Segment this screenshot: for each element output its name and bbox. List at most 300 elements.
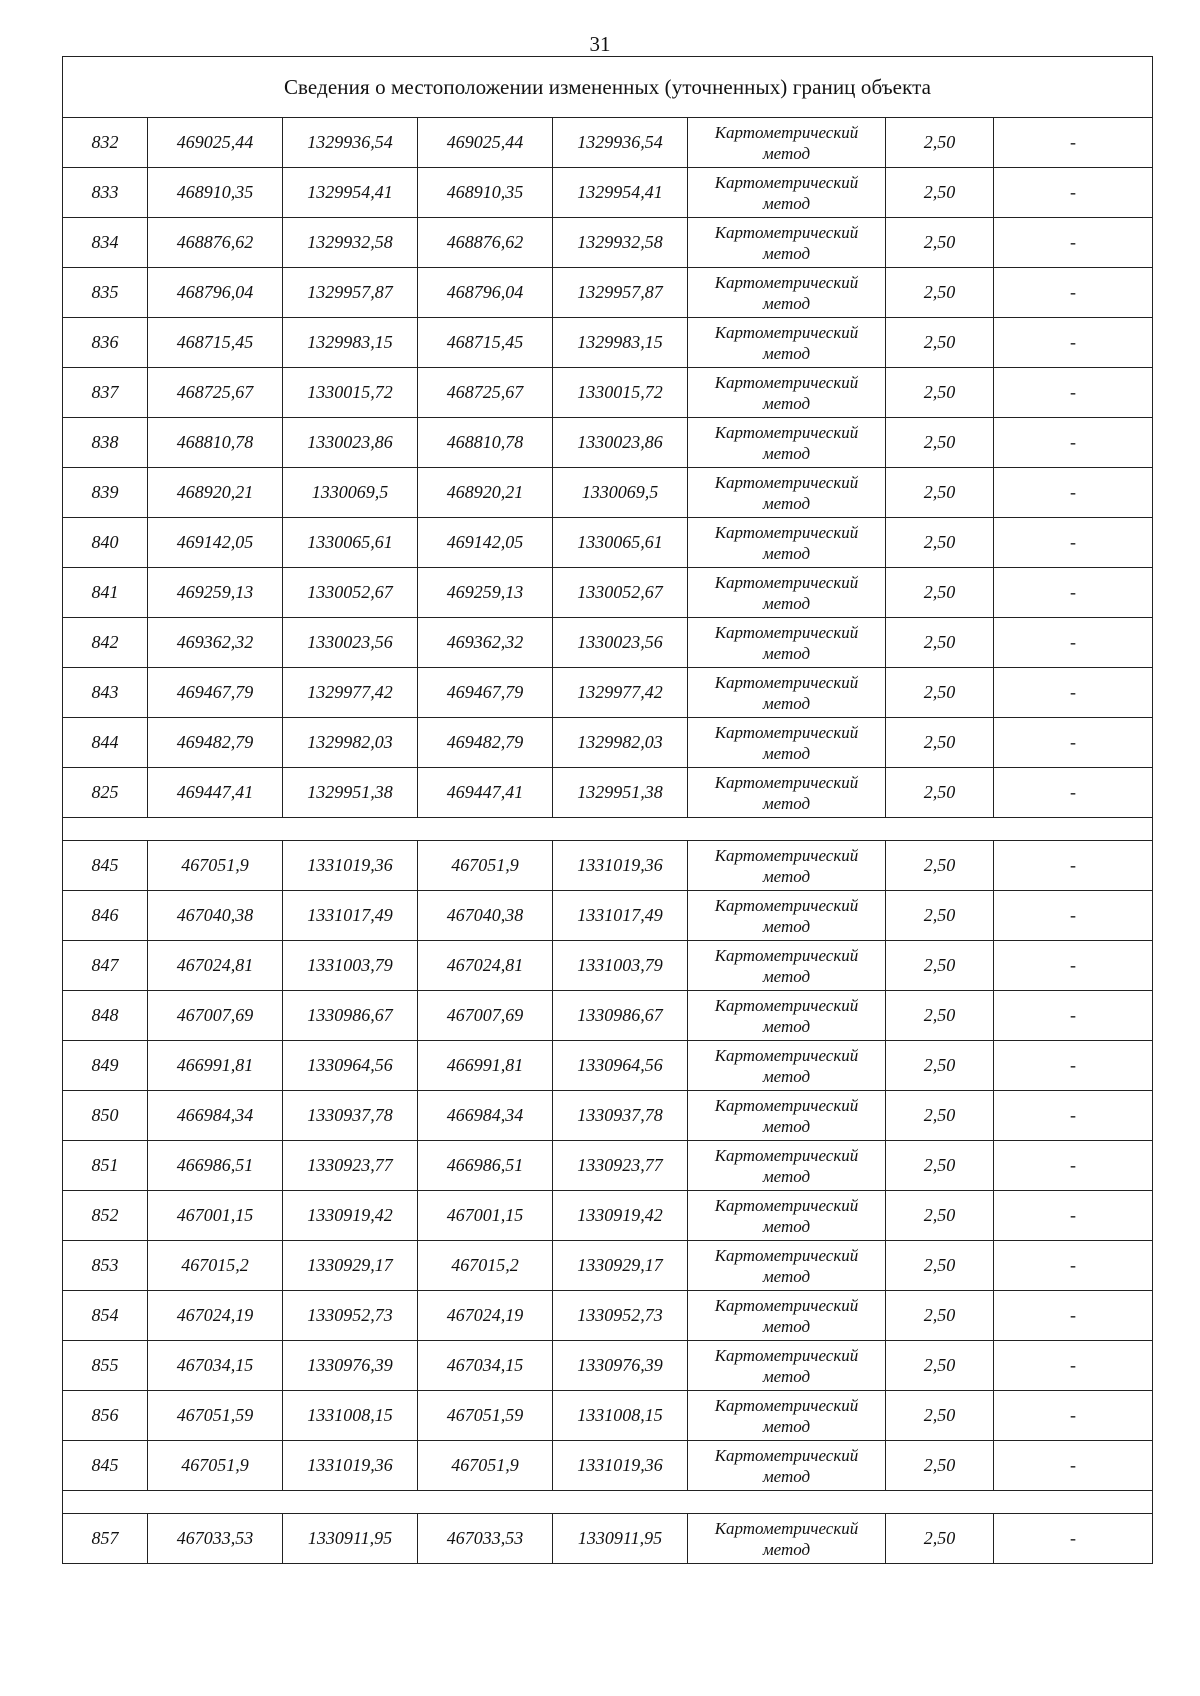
method-cell [688, 891, 886, 941]
method-label-line1: Картометрический [714, 945, 859, 965]
method-label-line1: Картометрический [714, 995, 859, 1015]
existing-x-cell: 469482,79 [148, 718, 283, 768]
precision-cell: 2,50 [886, 1391, 994, 1441]
refined-y-cell: 1329951,38 [553, 768, 688, 818]
method-label-line1: Картометрический [714, 522, 859, 542]
contour-separator-row [63, 818, 1153, 841]
refined-x-cell: 467015,2 [418, 1241, 553, 1291]
refined-y-cell: 1329954,41 [553, 168, 688, 218]
refined-x-cell: 467051,9 [418, 1441, 553, 1491]
refined-y-cell: 1330929,17 [553, 1241, 688, 1291]
table-body [63, 57, 1153, 1564]
precision-cell: 2,50 [886, 941, 994, 991]
point-number-cell: 834 [63, 218, 148, 268]
note-cell: - [994, 668, 1153, 718]
existing-x-cell: 466984,34 [148, 1091, 283, 1141]
contour-separator-row [63, 1491, 1153, 1514]
method-label-line1: Картометрический [714, 722, 859, 742]
precision-cell: 2,50 [886, 368, 994, 418]
existing-y-cell: 1330023,56 [283, 618, 418, 668]
table-row [63, 941, 1153, 991]
refined-x-cell: 469142,05 [418, 518, 553, 568]
refined-x-cell: 467040,38 [418, 891, 553, 941]
refined-y-cell: 1330919,42 [553, 1191, 688, 1241]
method-label-line1: Картометрический [714, 422, 859, 442]
point-number-cell: 840 [63, 518, 148, 568]
method-cell [688, 718, 886, 768]
precision-cell: 2,50 [886, 718, 994, 768]
precision-cell: 2,50 [886, 891, 994, 941]
note-cell: - [994, 841, 1153, 891]
point-number-cell: 844 [63, 718, 148, 768]
existing-y-cell: 1330986,67 [283, 991, 418, 1041]
refined-y-cell: 1330923,77 [553, 1141, 688, 1191]
precision-cell: 2,50 [886, 991, 994, 1041]
note-cell: - [994, 118, 1153, 168]
method-label-line2: метод [762, 643, 811, 663]
method-cell [688, 418, 886, 468]
method-label-line2: метод [762, 1416, 811, 1436]
existing-x-cell: 469467,79 [148, 668, 283, 718]
table-title: Сведения о местоположении измененных (уточненных) границ объекта [63, 57, 1153, 118]
table-row [63, 518, 1153, 568]
precision-cell: 2,50 [886, 1041, 994, 1091]
refined-y-cell: 1330015,72 [553, 368, 688, 418]
note-cell: - [994, 1241, 1153, 1291]
table-row [63, 368, 1153, 418]
precision-cell: 2,50 [886, 768, 994, 818]
method-cell [688, 1091, 886, 1141]
method-label-line1: Картометрический [714, 1345, 859, 1365]
method-label-line2: метод [762, 443, 811, 463]
point-number-cell: 856 [63, 1391, 148, 1441]
method-cell [688, 168, 886, 218]
note-cell: - [994, 518, 1153, 568]
precision-cell: 2,50 [886, 568, 994, 618]
table-row [63, 891, 1153, 941]
method-label-line2: метод [762, 143, 811, 163]
boundary-points-table [62, 56, 1153, 1564]
existing-y-cell: 1329977,42 [283, 668, 418, 718]
point-number-cell: 854 [63, 1291, 148, 1341]
existing-y-cell: 1329936,54 [283, 118, 418, 168]
refined-y-cell: 1330023,56 [553, 618, 688, 668]
existing-y-cell: 1329951,38 [283, 768, 418, 818]
existing-x-cell: 467024,19 [148, 1291, 283, 1341]
refined-x-cell: 466986,51 [418, 1141, 553, 1191]
existing-y-cell: 1330052,67 [283, 568, 418, 618]
refined-x-cell: 469362,32 [418, 618, 553, 668]
refined-y-cell: 1330964,56 [553, 1041, 688, 1091]
method-cell [688, 991, 886, 1041]
note-cell: - [994, 991, 1153, 1041]
table-row [63, 1341, 1153, 1391]
precision-cell: 2,50 [886, 1241, 994, 1291]
existing-x-cell: 467034,15 [148, 1341, 283, 1391]
table-title-row [63, 57, 1153, 118]
method-label-line2: метод [762, 543, 811, 563]
existing-y-cell: 1330929,17 [283, 1241, 418, 1291]
note-cell: - [994, 618, 1153, 668]
method-label-line2: метод [762, 916, 811, 936]
page-number: 31 [589, 32, 611, 56]
refined-x-cell: 468796,04 [418, 268, 553, 318]
note-cell: - [994, 468, 1153, 518]
existing-x-cell: 468725,67 [148, 368, 283, 418]
table-row [63, 1291, 1153, 1341]
existing-x-cell: 467051,59 [148, 1391, 283, 1441]
note-cell: - [994, 368, 1153, 418]
method-cell [688, 1341, 886, 1391]
method-label-line2: метод [762, 966, 811, 986]
precision-cell: 2,50 [886, 418, 994, 468]
method-cell [688, 368, 886, 418]
existing-y-cell: 1330952,73 [283, 1291, 418, 1341]
existing-x-cell: 466991,81 [148, 1041, 283, 1091]
table-row [63, 268, 1153, 318]
method-label-line2: метод [762, 1539, 811, 1559]
precision-cell: 2,50 [886, 1091, 994, 1141]
method-label-line2: метод [762, 693, 811, 713]
method-label-line1: Картометрический [714, 1095, 859, 1115]
existing-x-cell: 467033,53 [148, 1514, 283, 1564]
table-row [63, 1091, 1153, 1141]
note-cell: - [994, 1141, 1153, 1191]
method-label-line1: Картометрический [714, 172, 859, 192]
existing-x-cell: 467015,2 [148, 1241, 283, 1291]
point-number-cell: 857 [63, 1514, 148, 1564]
refined-x-cell: 468910,35 [418, 168, 553, 218]
point-number-cell: 855 [63, 1341, 148, 1391]
point-number-cell: 846 [63, 891, 148, 941]
method-label-line1: Картометрический [714, 1145, 859, 1165]
table-row [63, 1514, 1153, 1564]
method-cell [688, 118, 886, 168]
method-label-line1: Картометрический [714, 672, 859, 692]
existing-x-cell: 468920,21 [148, 468, 283, 518]
existing-y-cell: 1329954,41 [283, 168, 418, 218]
method-cell [688, 768, 886, 818]
refined-y-cell: 1330986,67 [553, 991, 688, 1041]
refined-x-cell: 467051,59 [418, 1391, 553, 1441]
existing-y-cell: 1330023,86 [283, 418, 418, 468]
table-row [63, 618, 1153, 668]
refined-y-cell: 1330911,95 [553, 1514, 688, 1564]
precision-cell: 2,50 [886, 1141, 994, 1191]
refined-x-cell: 468725,67 [418, 368, 553, 418]
precision-cell: 2,50 [886, 668, 994, 718]
refined-x-cell: 469259,13 [418, 568, 553, 618]
precision-cell: 2,50 [886, 218, 994, 268]
method-label-line1: Картометрический [714, 1045, 859, 1065]
refined-x-cell: 466991,81 [418, 1041, 553, 1091]
method-label-line1: Картометрический [714, 1395, 859, 1415]
refined-x-cell: 468810,78 [418, 418, 553, 468]
existing-y-cell: 1329932,58 [283, 218, 418, 268]
method-label-line2: метод [762, 1266, 811, 1286]
method-cell [688, 841, 886, 891]
contour-separator-cell [63, 1491, 1153, 1514]
refined-y-cell: 1331008,15 [553, 1391, 688, 1441]
table-row [63, 118, 1153, 168]
method-label-line2: метод [762, 866, 811, 886]
point-number-cell: 837 [63, 368, 148, 418]
existing-x-cell: 467051,9 [148, 841, 283, 891]
method-label-line2: метод [762, 1066, 811, 1086]
precision-cell: 2,50 [886, 468, 994, 518]
refined-y-cell: 1329932,58 [553, 218, 688, 268]
point-number-cell: 842 [63, 618, 148, 668]
table-row [63, 1391, 1153, 1441]
refined-y-cell: 1330069,5 [553, 468, 688, 518]
precision-cell: 2,50 [886, 1291, 994, 1341]
note-cell: - [994, 1291, 1153, 1341]
precision-cell: 2,50 [886, 1191, 994, 1241]
note-cell: - [994, 1391, 1153, 1441]
refined-x-cell: 467051,9 [418, 841, 553, 891]
existing-x-cell: 469259,13 [148, 568, 283, 618]
method-label-line2: метод [762, 293, 811, 313]
refined-y-cell: 1331003,79 [553, 941, 688, 991]
method-cell [688, 618, 886, 668]
refined-x-cell: 468715,45 [418, 318, 553, 368]
existing-x-cell: 469025,44 [148, 118, 283, 168]
note-cell: - [994, 318, 1153, 368]
method-label-line1: Картометрический [714, 472, 859, 492]
table-row [63, 1441, 1153, 1491]
method-label-line1: Картометрический [714, 1245, 859, 1265]
point-number-cell: 839 [63, 468, 148, 518]
existing-x-cell: 468796,04 [148, 268, 283, 318]
point-number-cell: 850 [63, 1091, 148, 1141]
existing-x-cell: 468810,78 [148, 418, 283, 468]
refined-y-cell: 1329936,54 [553, 118, 688, 168]
note-cell: - [994, 418, 1153, 468]
point-number-cell: 852 [63, 1191, 148, 1241]
existing-x-cell: 467051,9 [148, 1441, 283, 1491]
existing-y-cell: 1330923,77 [283, 1141, 418, 1191]
existing-y-cell: 1330015,72 [283, 368, 418, 418]
method-label-line1: Картометрический [714, 895, 859, 915]
refined-x-cell: 469447,41 [418, 768, 553, 818]
point-number-cell: 833 [63, 168, 148, 218]
refined-y-cell: 1331019,36 [553, 1441, 688, 1491]
table-row [63, 1141, 1153, 1191]
note-cell: - [994, 1441, 1153, 1491]
table-row [63, 1241, 1153, 1291]
table-row [63, 1191, 1153, 1241]
method-cell [688, 518, 886, 568]
refined-x-cell: 467033,53 [418, 1514, 553, 1564]
table-row [63, 568, 1153, 618]
table-row [63, 1041, 1153, 1091]
existing-y-cell: 1330937,78 [283, 1091, 418, 1141]
refined-y-cell: 1329983,15 [553, 318, 688, 368]
precision-cell: 2,50 [886, 118, 994, 168]
refined-x-cell: 467001,15 [418, 1191, 553, 1241]
existing-y-cell: 1330976,39 [283, 1341, 418, 1391]
refined-y-cell: 1330937,78 [553, 1091, 688, 1141]
refined-y-cell: 1331019,36 [553, 841, 688, 891]
existing-x-cell: 467007,69 [148, 991, 283, 1041]
method-label-line1: Картометрический [714, 1445, 859, 1465]
refined-x-cell: 468876,62 [418, 218, 553, 268]
method-cell [688, 1441, 886, 1491]
method-label-line2: метод [762, 493, 811, 513]
table-row [63, 468, 1153, 518]
method-label-line2: метод [762, 343, 811, 363]
existing-x-cell: 468715,45 [148, 318, 283, 368]
table-row [63, 218, 1153, 268]
existing-y-cell: 1330911,95 [283, 1514, 418, 1564]
table-row [63, 718, 1153, 768]
note-cell: - [994, 768, 1153, 818]
method-label-line1: Картометрический [714, 1295, 859, 1315]
point-number-cell: 843 [63, 668, 148, 718]
method-label-line2: метод [762, 1166, 811, 1186]
note-cell: - [994, 1341, 1153, 1391]
refined-x-cell: 468920,21 [418, 468, 553, 518]
existing-x-cell: 469362,32 [148, 618, 283, 668]
method-label-line2: метод [762, 1216, 811, 1236]
method-label-line1: Картометрический [714, 772, 859, 792]
contour-separator-cell [63, 818, 1153, 841]
point-number-cell: 853 [63, 1241, 148, 1291]
method-cell [688, 1291, 886, 1341]
note-cell: - [994, 891, 1153, 941]
point-number-cell: 851 [63, 1141, 148, 1191]
refined-y-cell: 1330976,39 [553, 1341, 688, 1391]
method-label-line1: Картометрический [714, 272, 859, 292]
method-label-line2: метод [762, 1366, 811, 1386]
method-cell [688, 218, 886, 268]
table-row [63, 418, 1153, 468]
refined-x-cell: 467024,19 [418, 1291, 553, 1341]
point-number-cell: 845 [63, 841, 148, 891]
existing-y-cell: 1331008,15 [283, 1391, 418, 1441]
existing-y-cell: 1329957,87 [283, 268, 418, 318]
method-label-line2: метод [762, 1316, 811, 1336]
precision-cell: 2,50 [886, 841, 994, 891]
method-cell [688, 1141, 886, 1191]
method-label-line1: Картометрический [714, 845, 859, 865]
refined-x-cell: 469025,44 [418, 118, 553, 168]
method-cell [688, 1041, 886, 1091]
note-cell: - [994, 1091, 1153, 1141]
point-number-cell: 825 [63, 768, 148, 818]
point-number-cell: 841 [63, 568, 148, 618]
method-label-line2: метод [762, 593, 811, 613]
existing-x-cell: 469142,05 [148, 518, 283, 568]
existing-y-cell: 1331017,49 [283, 891, 418, 941]
existing-x-cell: 466986,51 [148, 1141, 283, 1191]
refined-x-cell: 467007,69 [418, 991, 553, 1041]
note-cell: - [994, 941, 1153, 991]
point-number-cell: 832 [63, 118, 148, 168]
table-row [63, 991, 1153, 1041]
method-label-line2: метод [762, 1016, 811, 1036]
method-label-line2: метод [762, 793, 811, 813]
refined-x-cell: 467024,81 [418, 941, 553, 991]
point-number-cell: 848 [63, 991, 148, 1041]
method-cell [688, 1514, 886, 1564]
refined-x-cell: 467034,15 [418, 1341, 553, 1391]
table-row [63, 768, 1153, 818]
precision-cell: 2,50 [886, 268, 994, 318]
existing-x-cell: 467001,15 [148, 1191, 283, 1241]
existing-x-cell: 468876,62 [148, 218, 283, 268]
refined-x-cell: 469482,79 [418, 718, 553, 768]
note-cell: - [994, 1041, 1153, 1091]
table-row [63, 668, 1153, 718]
method-label-line1: Картометрический [714, 622, 859, 642]
note-cell: - [994, 268, 1153, 318]
note-cell: - [994, 718, 1153, 768]
existing-y-cell: 1331019,36 [283, 841, 418, 891]
table-row [63, 318, 1153, 368]
existing-x-cell: 467024,81 [148, 941, 283, 991]
method-label-line1: Картометрический [714, 1195, 859, 1215]
method-cell [688, 268, 886, 318]
method-cell [688, 1391, 886, 1441]
method-cell [688, 668, 886, 718]
existing-y-cell: 1329983,15 [283, 318, 418, 368]
method-label-line2: метод [762, 1116, 811, 1136]
refined-y-cell: 1330052,67 [553, 568, 688, 618]
precision-cell: 2,50 [886, 1441, 994, 1491]
refined-x-cell: 466984,34 [418, 1091, 553, 1141]
table-row [63, 168, 1153, 218]
precision-cell: 2,50 [886, 168, 994, 218]
refined-y-cell: 1329957,87 [553, 268, 688, 318]
method-label-line1: Картометрический [714, 322, 859, 342]
method-label-line1: Картометрический [714, 372, 859, 392]
note-cell: - [994, 1191, 1153, 1241]
refined-x-cell: 469467,79 [418, 668, 553, 718]
refined-y-cell: 1331017,49 [553, 891, 688, 941]
method-label-line2: метод [762, 1466, 811, 1486]
method-label-line2: метод [762, 193, 811, 213]
method-cell [688, 318, 886, 368]
note-cell: - [994, 168, 1153, 218]
precision-cell: 2,50 [886, 618, 994, 668]
method-label-line1: Картометрический [714, 572, 859, 592]
precision-cell: 2,50 [886, 318, 994, 368]
precision-cell: 2,50 [886, 1514, 994, 1564]
existing-y-cell: 1330919,42 [283, 1191, 418, 1241]
note-cell: - [994, 1514, 1153, 1564]
refined-y-cell: 1330023,86 [553, 418, 688, 468]
existing-y-cell: 1329982,03 [283, 718, 418, 768]
existing-y-cell: 1330069,5 [283, 468, 418, 518]
point-number-cell: 847 [63, 941, 148, 991]
note-cell: - [994, 568, 1153, 618]
method-label-line1: Картометрический [714, 1518, 859, 1538]
method-label-line1: Картометрический [714, 122, 859, 142]
refined-y-cell: 1330065,61 [553, 518, 688, 568]
table-row [63, 841, 1153, 891]
existing-x-cell: 469447,41 [148, 768, 283, 818]
method-cell [688, 1241, 886, 1291]
method-label-line2: метод [762, 393, 811, 413]
refined-y-cell: 1330952,73 [553, 1291, 688, 1341]
refined-y-cell: 1329977,42 [553, 668, 688, 718]
precision-cell: 2,50 [886, 1341, 994, 1391]
point-number-cell: 836 [63, 318, 148, 368]
point-number-cell: 849 [63, 1041, 148, 1091]
method-cell [688, 1191, 886, 1241]
method-label-line1: Картометрический [714, 222, 859, 242]
